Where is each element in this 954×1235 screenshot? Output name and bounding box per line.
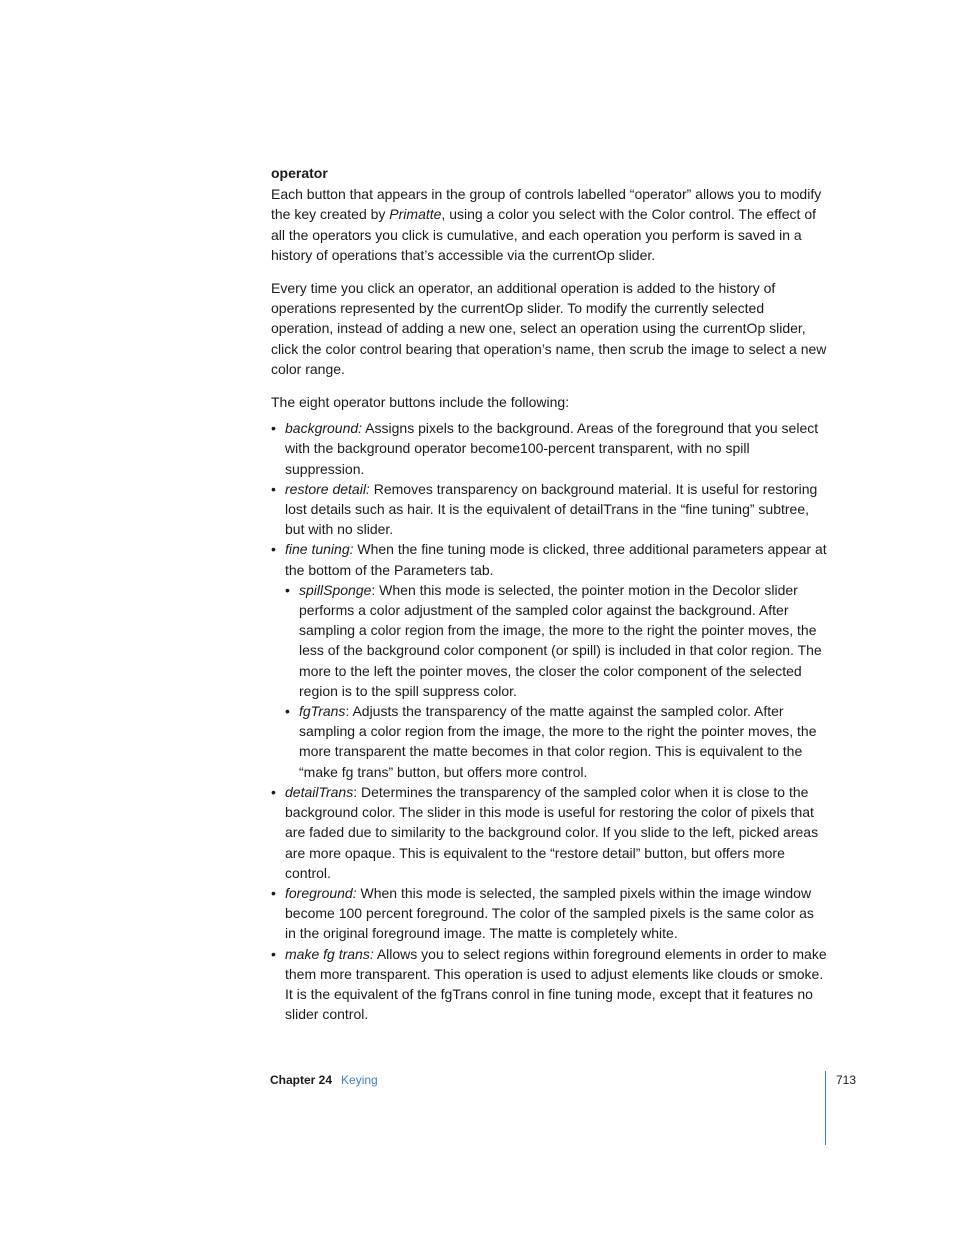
page-number: 713	[836, 1073, 857, 1087]
term: restore detail:	[285, 480, 370, 497]
term: fgTrans	[299, 703, 346, 720]
description: : Determines the transparency of the sampled color when it is close to the background color. The slider in this mode is useful for restoring the color of pixels that are faded due to similarity to the background color. If you slide to the left, picked areas are more opaque. This is equivalent to the “restore detail” button, but offers more control.	[285, 783, 819, 881]
term: spillSponge	[299, 581, 372, 598]
description: Assigns pixels to the background. Areas of the foreground that you select with the background operator become100-percent transparent, with no spill suppression.	[285, 420, 819, 477]
sublist-item-fgtrans	[285, 701, 827, 782]
sublist-item-spillsponge	[285, 580, 827, 701]
list-item-background	[271, 418, 827, 479]
list-item-fine-tuning	[271, 539, 827, 781]
chapter-label: Chapter 24	[270, 1073, 333, 1087]
intro-text-a: Each button that appears in the group of controls labelled “operator” allows you to modify the key created by	[271, 186, 822, 223]
list-item-make-fg-trans	[271, 944, 827, 1025]
description: : Adjusts the transparency of the matte against the sampled color. After sampling a color region from the image, the more to the right the pointer moves, the more transparent the matte becomes in that color region. This is equivalent to the “make fg trans” button, but offers more control.	[299, 703, 817, 780]
operator-list	[271, 418, 827, 1024]
list-item-detailtrans	[271, 782, 827, 883]
description: : When this mode is selected, the pointer motion in the Decolor slider performs a color adjustment of the sampled color against the background. After sampling a color region from the image, the more to the right the pointer moves, the less of the background color component (or spill) is included in that color region. The more to the left the pointer moves, the closer the color component of the selected region is to the spill suppress color.	[299, 581, 822, 699]
description: When the fine tuning mode is clicked, three additional parameters appear at the bottom of the Parameters tab.	[285, 541, 827, 578]
section-link[interactable]: Keying	[341, 1073, 378, 1087]
term: background:	[285, 420, 363, 437]
description: When this mode is selected, the sampled pixels within the image window become 100 percent foreground. The color of the sampled pixels is the same color as in the original foreground image. The matte is completely white.	[285, 884, 814, 942]
page-body	[271, 163, 827, 1024]
term: foreground:	[285, 884, 357, 901]
term: detailTrans	[285, 783, 354, 800]
list-item-restore-detail	[271, 479, 827, 540]
term: fine tuning:	[285, 541, 354, 558]
description: Allows you to select regions within foreground elements in order to make them more transparent. This operation is used to adjust elements like clouds or smoke. It is the equivalent of the fgTrans conrol in fine tuning mode, except that it features no slider control.	[285, 945, 827, 1023]
description: Removes transparency on background material. It is useful for restoring lost details such as hair. It is the equivalent of detailTrans in the “fine tuning” subtree, but with no slider.	[285, 480, 818, 538]
list-item-foreground	[271, 883, 827, 944]
intro-text-b: , using a color you select with the Color control. The effect of all the operators you click is cumulative, and each operation you perform is saved in a history of operations that’s accessible via the currentOp slider.	[271, 206, 816, 263]
fine-tuning-sublist	[285, 580, 827, 782]
section-heading: operator	[271, 165, 328, 181]
term: make fg trans:	[285, 945, 374, 962]
footer-divider	[825, 1071, 826, 1145]
page-footer	[270, 1071, 378, 1089]
intro-text-italic: Primatte	[389, 206, 442, 223]
intro-paragraph	[271, 184, 827, 265]
list-intro-paragraph: The eight operator buttons include the following:	[271, 394, 570, 411]
history-paragraph: Every time you click an operator, an additional operation is added to the history of operations represented by the currentOp slider. To modify the currently selected operation, instead of adding a new one, select an operation using the currentOp slider, click the color control bearing that operation’s name, then scrub the image to select a new color range.	[271, 280, 827, 377]
